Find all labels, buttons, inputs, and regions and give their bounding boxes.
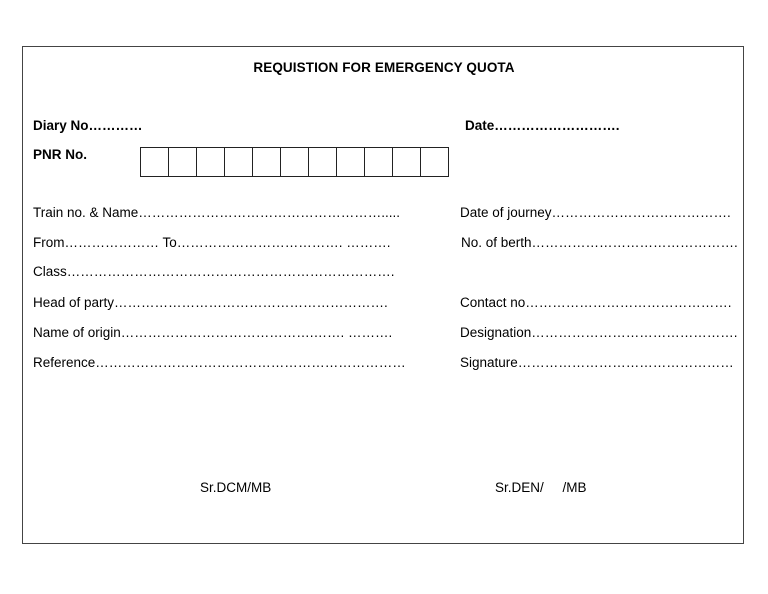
pnr-label: PNR No.	[33, 147, 87, 162]
reference-field: Reference……………………………………………………………	[33, 355, 406, 370]
date-of-journey-field: Date of journey………………………………….	[460, 205, 731, 220]
pnr-digit-box[interactable]	[168, 147, 197, 177]
pnr-digit-box[interactable]	[252, 147, 281, 177]
train-field: Train no. & Name……………………………………………….....	[33, 205, 401, 220]
pnr-digit-box[interactable]	[364, 147, 393, 177]
form-title: REQUISTION FOR EMERGENCY QUOTA	[253, 60, 515, 75]
pnr-digit-box[interactable]	[336, 147, 365, 177]
pnr-digit-box[interactable]	[224, 147, 253, 177]
signature-field: Signature…………………………………………	[460, 355, 734, 370]
head-of-party-field: Head of party…………………………………………………….	[33, 295, 388, 310]
class-field: Class……………………………………………………………….	[33, 264, 395, 279]
pnr-digit-box[interactable]	[196, 147, 225, 177]
pnr-digit-box[interactable]	[308, 147, 337, 177]
pnr-digit-box[interactable]	[420, 147, 449, 177]
signatory-left: Sr.DCM/MB	[200, 480, 272, 495]
signatory-right: Sr.DEN/ /MB	[495, 480, 587, 495]
name-of-origin-field: Name of origin…………………………………….……. ……….	[33, 325, 393, 340]
diary-no-field: Diary No…………	[33, 118, 143, 133]
no-of-berth-field: No. of berth……………………………………….	[461, 235, 738, 250]
date-field: Date……………………….	[465, 118, 620, 133]
pnr-digit-box[interactable]	[392, 147, 421, 177]
designation-field: Designation……………………………………….	[460, 325, 738, 340]
pnr-digit-box[interactable]	[280, 147, 309, 177]
pnr-box-group	[140, 147, 448, 177]
pnr-digit-box[interactable]	[140, 147, 169, 177]
from-to-field: From………………… To………………………………. ……….	[33, 235, 391, 250]
contact-no-field: Contact no……………………………………….	[460, 295, 732, 310]
